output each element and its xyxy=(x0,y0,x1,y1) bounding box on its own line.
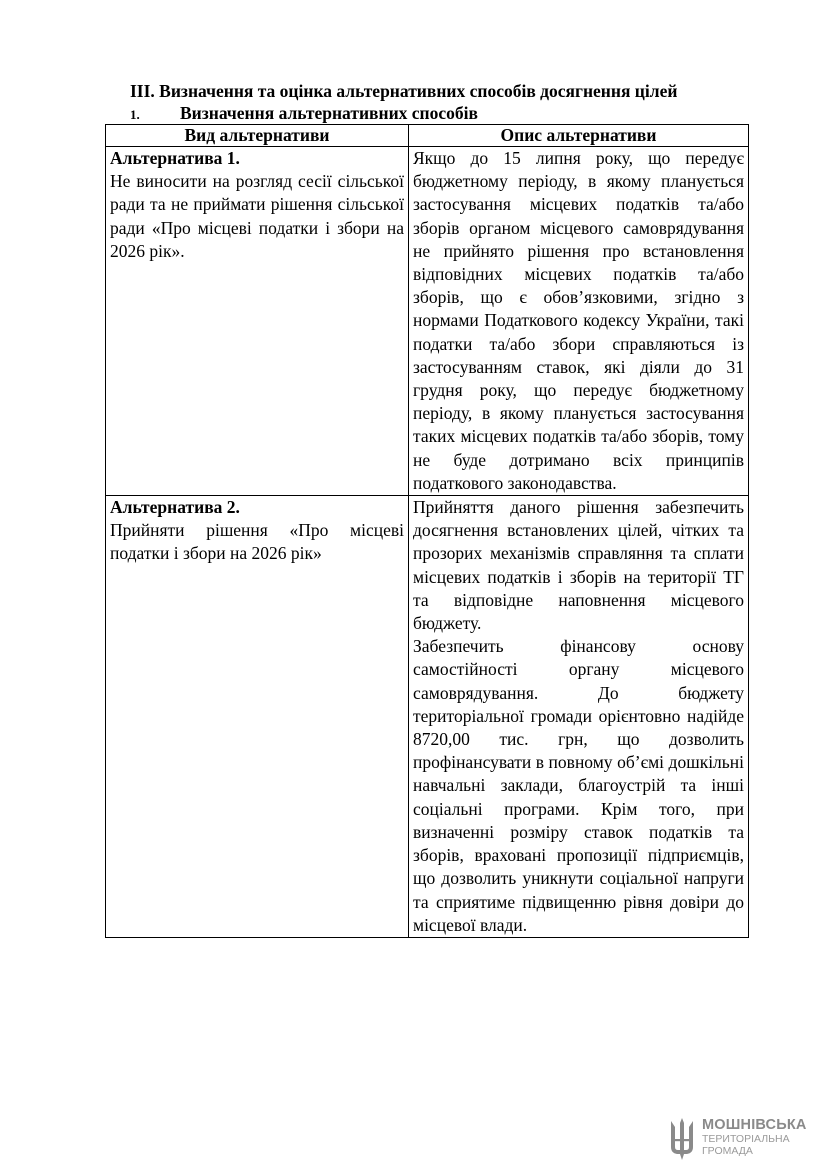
alternative-2-cell xyxy=(106,496,409,938)
logo-line-1: ТЕРИТОРІАЛЬНА xyxy=(702,1133,790,1145)
alternative-2-text: Прийняти рішення «Про місцеві податки і збори на 2026 рік» xyxy=(110,520,404,564)
header-alternative-type: Вид альтернативи xyxy=(106,125,409,147)
table-row xyxy=(106,147,749,496)
section-title: ІІІ. Визначення та оцінка альтернативних способів досягнення цілей xyxy=(130,81,678,101)
subsection-title: Визначення альтернативних способів xyxy=(180,103,478,123)
alternative-2-name: Альтернатива 2. xyxy=(110,497,240,518)
logo-line-2: ГРОМАДА xyxy=(702,1145,753,1157)
description-paragraph: Прийняття даного рішення забезпечить досягнення встановлених цілей, чітких та прозорих механізмів справляння та сплати місцевих податків і зборів на території ТГ та відповідне наповнення місцевого бюджету. xyxy=(413,497,744,634)
alternatives-table xyxy=(105,124,749,938)
alternative-1-description xyxy=(409,147,749,496)
alternative-1-cell xyxy=(106,147,409,496)
table-row xyxy=(106,496,749,938)
alternative-1-text: Не виносити на розгляд сесії сільської ради та не приймати рішення сільської ради «Про місцеві податки і збори на 2026 рік». xyxy=(110,171,404,261)
alternative-1-name: Альтернатива 1. xyxy=(110,148,240,168)
table-header-row xyxy=(106,125,749,147)
trident-icon xyxy=(668,1117,696,1161)
alternative-2-description xyxy=(409,496,749,938)
header-alternative-description: Опис альтернативи xyxy=(409,125,749,147)
subsection-number: 1. xyxy=(130,107,140,122)
logo-name: МОШНІВСЬКА xyxy=(702,1117,807,1133)
community-logo xyxy=(668,1117,818,1161)
description-paragraph: Забезпечить фінансову основу самостійності органу місцевого самоврядування. До бюджету територіальної громади орієнтовно надійде 8720,00 тис. грн, що дозволить профінансувати в повному об’ємі дошкільні навчальні заклади, благоустрій та інші соціальні програми. Крім того, при визначенні розміру ставок податків та зборів, враховані пропозиції підприємців, що дозволить уникнути соціальної напруги та сприятиме підвищенню рівня довіри до місцевої влади. xyxy=(413,636,744,935)
description-paragraph: Якщо до 15 липня року, що передує бюджетному періоду, в якому планується застосування місцевих податків та/або зборів органом місцевого самоврядування не прийнято рішення про встановлення відповідних місцевих податків та/або зборів, що є обов’язковими, згідно з нормами Податкового кодексу України, такі податки та/або збори справляються із застосуванням ставок, які діяли до 31 грудня року, що передує бюджетному періоду, в якому планується застосування таких місцевих податків та/або зборів, тому не буде дотримано всіх принципів податкового законодавства. xyxy=(413,148,744,493)
subsection-heading xyxy=(130,102,478,126)
